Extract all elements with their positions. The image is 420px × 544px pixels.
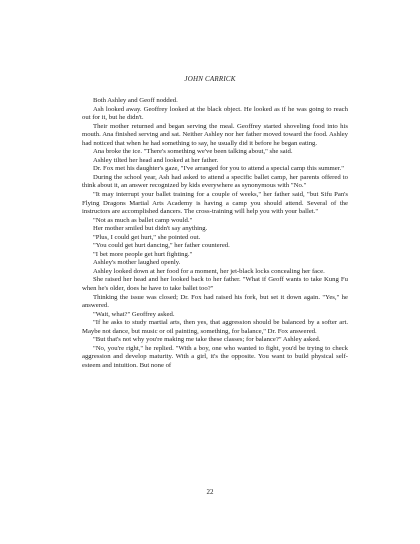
paragraph: Thinking the issue was closed; Dr. Fox had raised his fork, but set it down again. "Yes," he answered. xyxy=(82,293,348,310)
paragraph: "If he asks to study martial arts, then yes, that aggression should be balanced by a softer art. Maybe not dance, but music or oil painting, something, for balance," Dr. Fox answered. xyxy=(82,319,348,335)
paragraph: "It may interrupt your ballet training for a couple of weeks," her father said, "but Sifu Pan's Flying Dragons Martial Arts Academy is having a camp you should attend. Several of the instructors are accomplished dancers. The cross-training will help you with your ballet." xyxy=(82,191,348,216)
paragraph: Their mother returned and began serving the meal. Geoffrey started shoveling food into his mouth. Ana finished serving and sat. Neither Ashley nor her father moved toward the food. Ashley had noticed that when he had something to say, he usually did it before he began eating. xyxy=(82,122,348,147)
paragraph: Dr. Fox met his daughter's gaze, "I've arranged for you to attend a special camp this summer." xyxy=(93,165,344,173)
paragraph: During the school year, Ash had asked to attend a specific ballet camp, her parents offered to think about it, an answer recognized by kids everywhere as synonymous with "No." xyxy=(82,173,348,190)
paragraph: Ashley tilted her head and looked at her father. xyxy=(93,156,219,164)
page-number: 22 xyxy=(206,488,214,496)
paragraph: "Plus, I could get hurt," she pointed out. xyxy=(93,233,201,241)
paragraph: "No, you're right," he replied. "With a boy, one who wanted to fight, you'd be trying to check aggression and develop maturity. With a girl, it's the opposite. You want to build physical self-esteem and intuition. But none of xyxy=(82,344,348,369)
running-head: JOHN CARRICK xyxy=(184,75,236,83)
paragraph: Ana broke the ice. "There's something we've been talking about," she said. xyxy=(93,148,293,156)
paragraph: Both Ashley and Geoff nodded. xyxy=(93,97,178,104)
paragraph: "Not as much as ballet camp would." xyxy=(93,216,193,224)
paragraph: "Wait, what?" Geoffrey asked. xyxy=(93,310,175,318)
paragraph: Ashley looked down at her food for a moment, her jet-black locks concealing her face. xyxy=(93,267,325,275)
paragraph: "You could get hurt dancing," her father countered. xyxy=(93,242,230,250)
body-text xyxy=(82,97,348,371)
paragraph: She raised her head and her looked back to her father. "What if Geoff wants to take Kung Fu when he's older, does he have to take ballet too?" xyxy=(82,276,348,293)
paragraph: "I bet more people get hurt fighting." xyxy=(93,250,193,258)
paragraph: "But that's not why you're making me take these classes; for balance?" Ashley asked. xyxy=(93,336,321,344)
paragraph: Ash looked away. Geoffrey looked at the black object. He looked as if he was going to reach out for it, but he didn't. xyxy=(82,105,348,122)
paragraph: Her mother smiled but didn't say anything. xyxy=(93,225,208,233)
paragraph: Ashley's mother laughed openly. xyxy=(93,259,181,267)
